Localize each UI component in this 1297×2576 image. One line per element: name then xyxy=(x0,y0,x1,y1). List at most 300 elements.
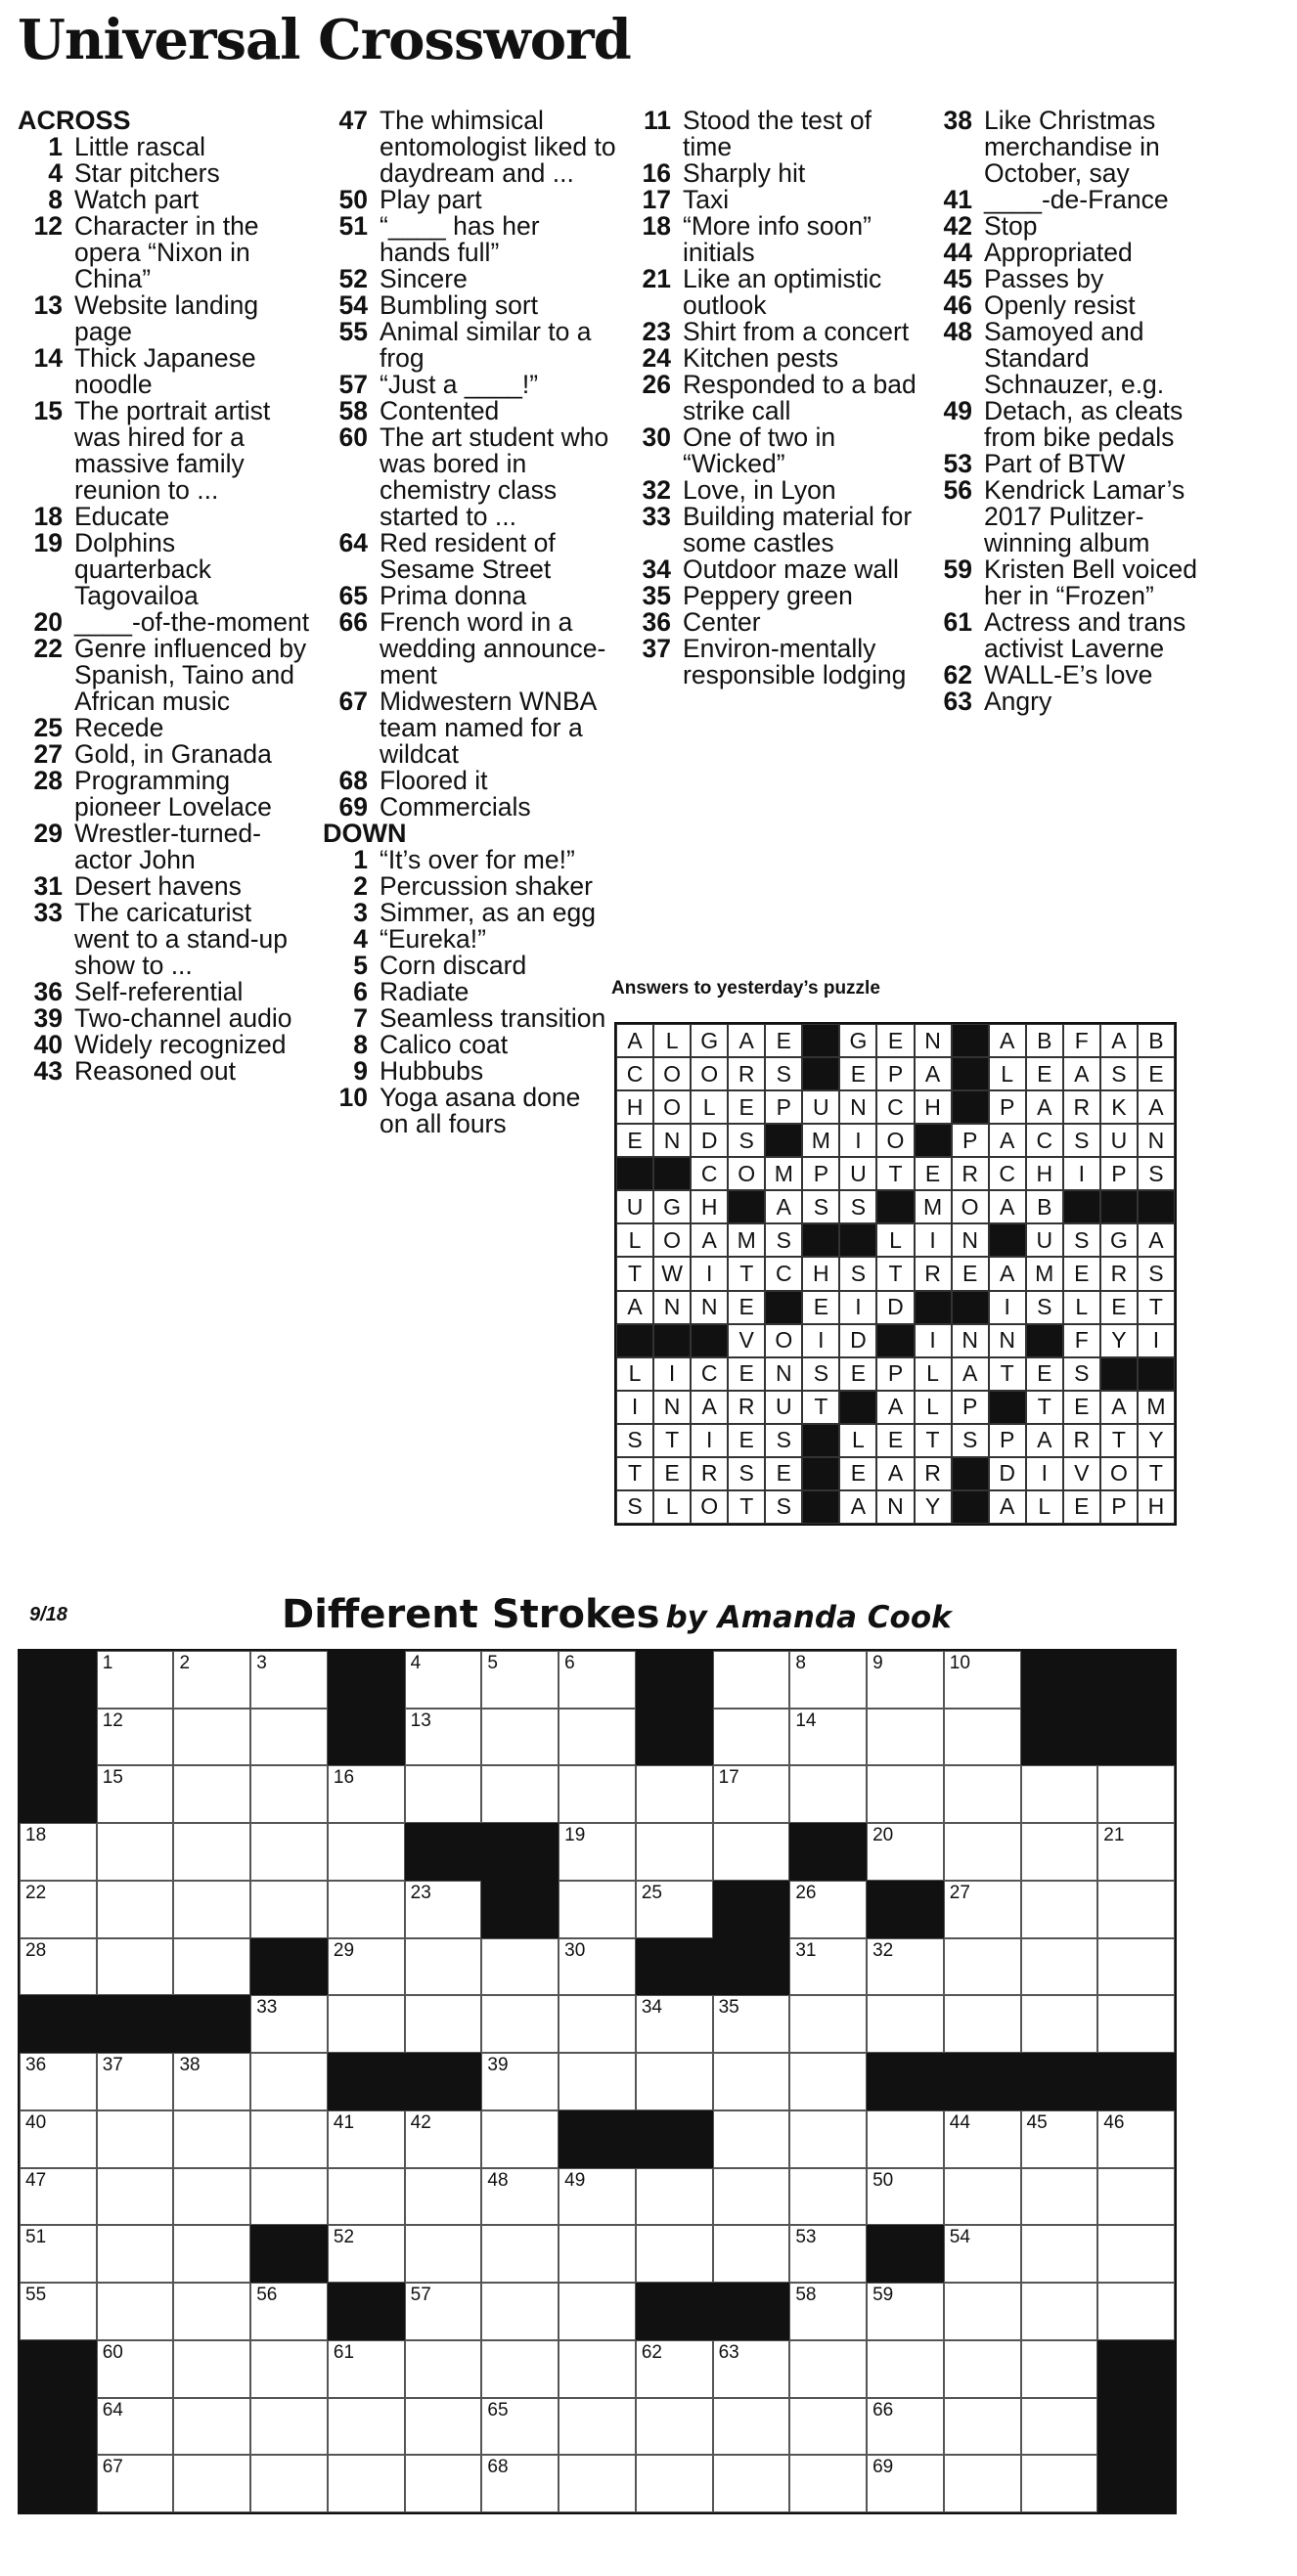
grid-cell[interactable] xyxy=(559,1765,636,1823)
grid-cell[interactable] xyxy=(636,2225,713,2283)
grid-cell[interactable] xyxy=(867,1651,944,1709)
answer-cell: I xyxy=(1063,1157,1100,1190)
grid-block xyxy=(636,1651,713,1709)
grid-cell[interactable] xyxy=(173,1881,250,1938)
answer-block xyxy=(952,1457,989,1490)
clue-text: ____-de-France xyxy=(984,185,1169,214)
answer-cell: E xyxy=(728,1424,765,1457)
grid-cell[interactable] xyxy=(97,2110,174,2168)
answer-cell: C xyxy=(989,1157,1026,1190)
grid-cell[interactable] xyxy=(405,2398,482,2456)
grid-cell[interactable] xyxy=(20,2053,97,2110)
grid-cell[interactable] xyxy=(481,2110,559,2168)
grid-cell[interactable] xyxy=(1021,1881,1098,1938)
grid-cell[interactable] xyxy=(559,1881,636,1938)
grid-cell[interactable] xyxy=(405,1709,482,1766)
answer-cell: N xyxy=(691,1291,728,1324)
grid-cell[interactable] xyxy=(481,2455,559,2512)
grid-cell[interactable] xyxy=(405,2110,482,2168)
grid-cell[interactable] xyxy=(713,1995,790,2053)
answer-cell: P xyxy=(989,1090,1026,1124)
answer-cell: K xyxy=(1100,1090,1138,1124)
grid-cell[interactable] xyxy=(97,2340,174,2398)
grid-cell[interactable] xyxy=(481,1995,559,2053)
grid-cell[interactable] xyxy=(1097,1765,1175,1823)
answer-cell: A xyxy=(728,1024,765,1057)
grid-cell[interactable] xyxy=(97,1881,174,1938)
grid-cell[interactable] xyxy=(636,1823,713,1881)
grid-cell[interactable] xyxy=(789,1651,867,1709)
answer-cell: M xyxy=(765,1157,802,1190)
grid-cell[interactable] xyxy=(328,2340,405,2398)
answer-cell: U xyxy=(616,1190,653,1223)
clue xyxy=(927,319,1221,398)
clue xyxy=(927,451,1221,477)
grid-cell[interactable] xyxy=(405,1651,482,1709)
grid-cell[interactable] xyxy=(713,2110,790,2168)
grid-cell[interactable] xyxy=(97,2168,174,2226)
cell-number: 29 xyxy=(333,1939,355,1961)
grid-cell[interactable] xyxy=(173,2053,250,2110)
grid-cell[interactable] xyxy=(559,1995,636,2053)
grid-cell[interactable] xyxy=(636,2398,713,2456)
clue-text: Little rascal xyxy=(74,132,206,161)
grid-cell[interactable] xyxy=(97,2283,174,2340)
grid-cell[interactable] xyxy=(173,2110,250,2168)
grid-cell[interactable] xyxy=(944,2398,1021,2456)
grid-cell[interactable] xyxy=(173,2225,250,2283)
answer-cell: D xyxy=(691,1124,728,1157)
clue-number: 1 xyxy=(353,845,368,874)
answer-cell: S xyxy=(728,1124,765,1157)
clue-number: 52 xyxy=(338,264,368,293)
grid-cell[interactable] xyxy=(559,2340,636,2398)
grid-cell[interactable] xyxy=(944,2455,1021,2512)
clue-text: Openly resist xyxy=(984,290,1136,320)
clue xyxy=(927,108,1221,187)
grid-cell[interactable] xyxy=(97,2225,174,2283)
grid-cell[interactable] xyxy=(328,1765,405,1823)
grid-cell[interactable] xyxy=(867,1938,944,1996)
grid-cell[interactable] xyxy=(789,1938,867,1996)
clue xyxy=(323,108,616,187)
answer-cell: E xyxy=(728,1291,765,1324)
answer-cell: I xyxy=(653,1357,691,1391)
answer-block xyxy=(915,1291,952,1324)
clue-text: Like Christmas merchandise in October, say xyxy=(984,106,1160,188)
grid-cell[interactable] xyxy=(1021,1938,1098,1996)
grid-cell[interactable] xyxy=(1021,2225,1098,2283)
grid-cell[interactable] xyxy=(559,1651,636,1709)
grid-cell[interactable] xyxy=(1097,1881,1175,1938)
clue-number: 18 xyxy=(33,502,63,531)
answer-cell: L xyxy=(876,1223,914,1257)
grid-cell[interactable] xyxy=(636,2340,713,2398)
grid-cell[interactable] xyxy=(867,1765,944,1823)
clue-number: 25 xyxy=(33,713,63,742)
grid-cell[interactable] xyxy=(559,2168,636,2226)
grid-cell[interactable] xyxy=(789,2053,867,2110)
grid-cell[interactable] xyxy=(173,1765,250,1823)
cell-number: 48 xyxy=(487,2169,509,2191)
grid-cell[interactable] xyxy=(97,2398,174,2456)
grid-cell[interactable] xyxy=(789,2225,867,2283)
answer-cell: S xyxy=(1138,1157,1175,1190)
grid-cell[interactable] xyxy=(636,1995,713,2053)
grid-cell[interactable] xyxy=(481,2283,559,2340)
cell-number: 37 xyxy=(102,2055,123,2076)
grid-cell[interactable] xyxy=(405,2455,482,2512)
grid-cell[interactable] xyxy=(481,1709,559,1766)
answer-cell: R xyxy=(915,1457,952,1490)
grid-cell[interactable] xyxy=(1021,2455,1098,2512)
clue-text: Responded to a bad strike call xyxy=(683,370,917,425)
grid-cell[interactable] xyxy=(328,2168,405,2226)
grid-cell[interactable] xyxy=(20,1938,97,1996)
answer-cell: E xyxy=(876,1024,914,1057)
grid-cell[interactable] xyxy=(867,2340,944,2398)
grid-cell[interactable] xyxy=(173,1709,250,1766)
grid-cell[interactable] xyxy=(328,2455,405,2512)
grid-cell[interactable] xyxy=(328,1938,405,1996)
grid-cell[interactable] xyxy=(713,2340,790,2398)
cell-number: 28 xyxy=(25,1939,47,1961)
grid-cell[interactable] xyxy=(944,2225,1021,2283)
grid-cell[interactable] xyxy=(636,2455,713,2512)
answer-cell: A xyxy=(839,1490,876,1524)
section-heading: DOWN xyxy=(323,819,407,848)
grid-cell[interactable] xyxy=(405,1938,482,1996)
grid-cell[interactable] xyxy=(713,2225,790,2283)
grid-cell[interactable] xyxy=(250,2053,328,2110)
grid-cell[interactable] xyxy=(173,2168,250,2226)
grid-cell[interactable] xyxy=(250,2168,328,2226)
clue-number: 11 xyxy=(643,106,671,135)
cell-number: 60 xyxy=(102,2341,123,2363)
grid-cell[interactable] xyxy=(405,2225,482,2283)
grid-cell[interactable] xyxy=(789,1881,867,1938)
grid-cell[interactable] xyxy=(1097,2110,1175,2168)
clue-text: Bumbling sort xyxy=(380,290,539,320)
grid-cell[interactable] xyxy=(328,1995,405,2053)
clue-number: 54 xyxy=(338,290,368,320)
grid-cell[interactable] xyxy=(1097,1995,1175,2053)
grid-cell[interactable] xyxy=(944,1709,1021,1766)
grid-cell[interactable] xyxy=(713,1651,790,1709)
clue xyxy=(626,345,919,372)
clue-text: Website landing page xyxy=(74,290,259,346)
grid-cell[interactable] xyxy=(250,1709,328,1766)
grid-cell[interactable] xyxy=(867,1709,944,1766)
clue xyxy=(18,715,311,741)
grid-block xyxy=(867,2225,944,2283)
grid-cell[interactable] xyxy=(944,2110,1021,2168)
grid-cell[interactable] xyxy=(481,2168,559,2226)
clue xyxy=(323,319,616,372)
grid-cell[interactable] xyxy=(250,1995,328,2053)
grid-cell[interactable] xyxy=(944,1881,1021,1938)
answer-cell: C xyxy=(765,1257,802,1290)
grid-cell[interactable] xyxy=(97,1938,174,1996)
answer-cell: N xyxy=(653,1391,691,1424)
grid-cell[interactable] xyxy=(944,1823,1021,1881)
answer-block xyxy=(1100,1190,1138,1223)
grid-cell[interactable] xyxy=(481,2340,559,2398)
answer-cell: P xyxy=(952,1124,989,1157)
grid-cell[interactable] xyxy=(173,1651,250,1709)
clue-text: Two-channel audio xyxy=(74,1003,292,1033)
answer-cell: V xyxy=(728,1324,765,1357)
grid-cell[interactable] xyxy=(328,2225,405,2283)
grid-cell[interactable] xyxy=(20,2168,97,2226)
grid-cell[interactable] xyxy=(481,2398,559,2456)
grid-cell[interactable] xyxy=(405,2168,482,2226)
grid-cell[interactable] xyxy=(250,1823,328,1881)
grid-cell[interactable] xyxy=(636,1881,713,1938)
clue-text: Floored it xyxy=(380,766,488,795)
grid-cell[interactable] xyxy=(405,2283,482,2340)
answer-cell: L xyxy=(1026,1490,1063,1524)
grid-cell[interactable] xyxy=(867,2168,944,2226)
grid-cell[interactable] xyxy=(250,2455,328,2512)
answer-cell: T xyxy=(728,1257,765,1290)
answer-cell: P xyxy=(765,1090,802,1124)
clue-text: “Just a ____!” xyxy=(380,370,539,399)
grid-cell[interactable] xyxy=(713,2398,790,2456)
clue-number: 3 xyxy=(353,898,368,927)
grid-cell[interactable] xyxy=(97,1765,174,1823)
grid-cell[interactable] xyxy=(20,2225,97,2283)
answer-block xyxy=(952,1057,989,1090)
grid-cell[interactable] xyxy=(713,2053,790,2110)
grid-cell[interactable] xyxy=(405,2340,482,2398)
grid-cell[interactable] xyxy=(636,2168,713,2226)
grid-cell[interactable] xyxy=(1097,2168,1175,2226)
grid-cell[interactable] xyxy=(1021,1823,1098,1881)
answer-cell: T xyxy=(802,1391,839,1424)
grid-cell[interactable] xyxy=(1021,2168,1098,2226)
grid-cell[interactable] xyxy=(944,1651,1021,1709)
grid-cell[interactable] xyxy=(328,2398,405,2456)
grid-cell[interactable] xyxy=(867,2398,944,2456)
grid-cell[interactable] xyxy=(328,1823,405,1881)
grid-cell[interactable] xyxy=(713,1709,790,1766)
grid-cell[interactable] xyxy=(559,2398,636,2456)
grid-cell[interactable] xyxy=(1021,1765,1098,1823)
grid-cell[interactable] xyxy=(867,1995,944,2053)
clue-text: Prima donna xyxy=(380,581,527,610)
answer-cell: N xyxy=(839,1090,876,1124)
answer-cell: E xyxy=(1026,1357,1063,1391)
cell-number: 25 xyxy=(641,1882,662,1903)
clue-number: 44 xyxy=(943,238,972,267)
grid-cell[interactable] xyxy=(250,2340,328,2398)
grid-cell[interactable] xyxy=(867,1823,944,1881)
grid-block xyxy=(713,1881,790,1938)
grid-cell[interactable] xyxy=(713,2455,790,2512)
grid-cell[interactable] xyxy=(250,1881,328,1938)
grid-cell[interactable] xyxy=(559,1823,636,1881)
grid-cell[interactable] xyxy=(867,2110,944,2168)
grid-cell[interactable] xyxy=(173,2283,250,2340)
clue xyxy=(927,609,1221,662)
grid-cell[interactable] xyxy=(789,2398,867,2456)
grid-cell[interactable] xyxy=(944,1995,1021,2053)
clue xyxy=(323,372,616,398)
answer-cell: O xyxy=(728,1157,765,1190)
grid-cell[interactable] xyxy=(1097,2225,1175,2283)
grid-cell[interactable] xyxy=(559,2053,636,2110)
clue xyxy=(626,266,919,319)
grid-block xyxy=(559,2110,636,2168)
grid-block xyxy=(405,2053,482,2110)
clue-number: 62 xyxy=(943,660,972,689)
clue xyxy=(18,979,311,1005)
grid-block xyxy=(1097,2053,1175,2110)
clue-text: Actress and trans activist Laverne xyxy=(984,607,1186,663)
grid-cell[interactable] xyxy=(789,1765,867,1823)
answer-cell: S xyxy=(728,1457,765,1490)
grid-block xyxy=(328,1709,405,1766)
grid-cell[interactable] xyxy=(481,2225,559,2283)
grid-cell[interactable] xyxy=(1021,2283,1098,2340)
grid-cell[interactable] xyxy=(867,2455,944,2512)
answer-cell: N xyxy=(1138,1124,1175,1157)
grid-cell[interactable] xyxy=(1021,2340,1098,2398)
answer-cell: F xyxy=(1063,1024,1100,1057)
clue-number: 8 xyxy=(353,1030,368,1059)
grid-cell[interactable] xyxy=(559,1709,636,1766)
grid-cell[interactable] xyxy=(97,2455,174,2512)
grid-cell[interactable] xyxy=(789,2283,867,2340)
grid-cell[interactable] xyxy=(559,1938,636,1996)
clue xyxy=(323,292,616,319)
grid-cell[interactable] xyxy=(250,2110,328,2168)
grid-cell[interactable] xyxy=(789,2455,867,2512)
grid-cell[interactable] xyxy=(97,1709,174,1766)
grid-cell[interactable] xyxy=(481,1938,559,1996)
grid-cell[interactable] xyxy=(1097,2283,1175,2340)
answer-cell: I xyxy=(1138,1324,1175,1357)
answer-cell: A xyxy=(952,1357,989,1391)
answer-cell: T xyxy=(616,1257,653,1290)
grid-cell[interactable] xyxy=(328,1881,405,1938)
answer-cell: A xyxy=(691,1391,728,1424)
grid-cell[interactable] xyxy=(867,2283,944,2340)
answer-block xyxy=(952,1490,989,1524)
grid-cell[interactable] xyxy=(328,2110,405,2168)
clue-text: Samoyed and Standard Schnauzer, e.g. xyxy=(984,317,1165,399)
cell-number: 58 xyxy=(795,2285,817,2306)
grid-cell[interactable] xyxy=(1097,1938,1175,1996)
grid-cell[interactable] xyxy=(713,1765,790,1823)
grid-cell[interactable] xyxy=(944,2168,1021,2226)
grid-cell[interactable] xyxy=(250,2398,328,2456)
answer-cell: D xyxy=(876,1291,914,1324)
cell-number: 36 xyxy=(25,2055,47,2076)
grid-cell[interactable] xyxy=(636,1765,713,1823)
grid-cell[interactable] xyxy=(20,2283,97,2340)
answer-cell: A xyxy=(915,1057,952,1090)
grid-cell[interactable] xyxy=(789,2110,867,2168)
grid-cell[interactable] xyxy=(944,2340,1021,2398)
answer-cell: V xyxy=(1063,1457,1100,1490)
grid-cell[interactable] xyxy=(944,1765,1021,1823)
grid-cell[interactable] xyxy=(481,1651,559,1709)
clue xyxy=(626,477,919,504)
grid-cell[interactable] xyxy=(173,1823,250,1881)
grid-cell[interactable] xyxy=(944,1938,1021,1996)
grid-cell[interactable] xyxy=(789,1995,867,2053)
grid-cell[interactable] xyxy=(559,2283,636,2340)
grid-cell[interactable] xyxy=(97,2053,174,2110)
grid-cell[interactable] xyxy=(173,1938,250,1996)
grid-cell[interactable] xyxy=(250,2283,328,2340)
grid-block xyxy=(789,1823,867,1881)
clue-number: 41 xyxy=(943,185,972,214)
puzzle-date: 9/18 xyxy=(29,1604,67,1625)
answer-cell: N xyxy=(765,1357,802,1391)
grid-cell[interactable] xyxy=(20,1881,97,1938)
grid-cell[interactable] xyxy=(713,1823,790,1881)
grid-cell[interactable] xyxy=(250,1765,328,1823)
clue xyxy=(323,398,616,424)
clue xyxy=(626,583,919,609)
grid-cell[interactable] xyxy=(559,2455,636,2512)
grid-cell[interactable] xyxy=(636,2053,713,2110)
clue-number: 1 xyxy=(48,132,63,161)
grid-cell[interactable] xyxy=(789,2168,867,2226)
clue-text: Taxi xyxy=(683,185,730,214)
grid-cell[interactable] xyxy=(173,2398,250,2456)
grid-cell[interactable] xyxy=(250,1651,328,1709)
grid-cell[interactable] xyxy=(944,2283,1021,2340)
grid-cell[interactable] xyxy=(173,2340,250,2398)
clue-number: 12 xyxy=(33,211,63,241)
answer-cell: E xyxy=(839,1457,876,1490)
grid-cell[interactable] xyxy=(713,2168,790,2226)
answer-cell: T xyxy=(653,1424,691,1457)
grid-cell[interactable] xyxy=(1021,1995,1098,2053)
clue xyxy=(626,609,919,636)
grid-cell[interactable] xyxy=(1021,2110,1098,2168)
grid-cell[interactable] xyxy=(405,1765,482,1823)
cell-number: 8 xyxy=(795,1653,806,1673)
answer-cell: F xyxy=(1063,1324,1100,1357)
answer-cell: R xyxy=(1100,1257,1138,1290)
answer-block xyxy=(1026,1324,1063,1357)
grid-block xyxy=(250,2225,328,2283)
answer-cell: L xyxy=(989,1057,1026,1090)
grid-cell[interactable] xyxy=(405,1881,482,1938)
grid-cell[interactable] xyxy=(481,1765,559,1823)
grid-cell[interactable] xyxy=(20,1823,97,1881)
grid-cell[interactable] xyxy=(481,2053,559,2110)
answer-cell: E xyxy=(802,1291,839,1324)
grid-cell[interactable] xyxy=(97,1651,174,1709)
grid-cell[interactable] xyxy=(559,2225,636,2283)
grid-cell[interactable] xyxy=(1097,1823,1175,1881)
answer-cell: A xyxy=(616,1024,653,1057)
clue-text: Passes by xyxy=(984,264,1104,293)
grid-cell[interactable] xyxy=(405,1995,482,2053)
grid-cell[interactable] xyxy=(97,1823,174,1881)
grid-cell[interactable] xyxy=(20,2110,97,2168)
grid-cell[interactable] xyxy=(789,1709,867,1766)
grid-cell[interactable] xyxy=(173,2455,250,2512)
grid-cell[interactable] xyxy=(789,2340,867,2398)
grid-cell[interactable] xyxy=(1021,2398,1098,2456)
